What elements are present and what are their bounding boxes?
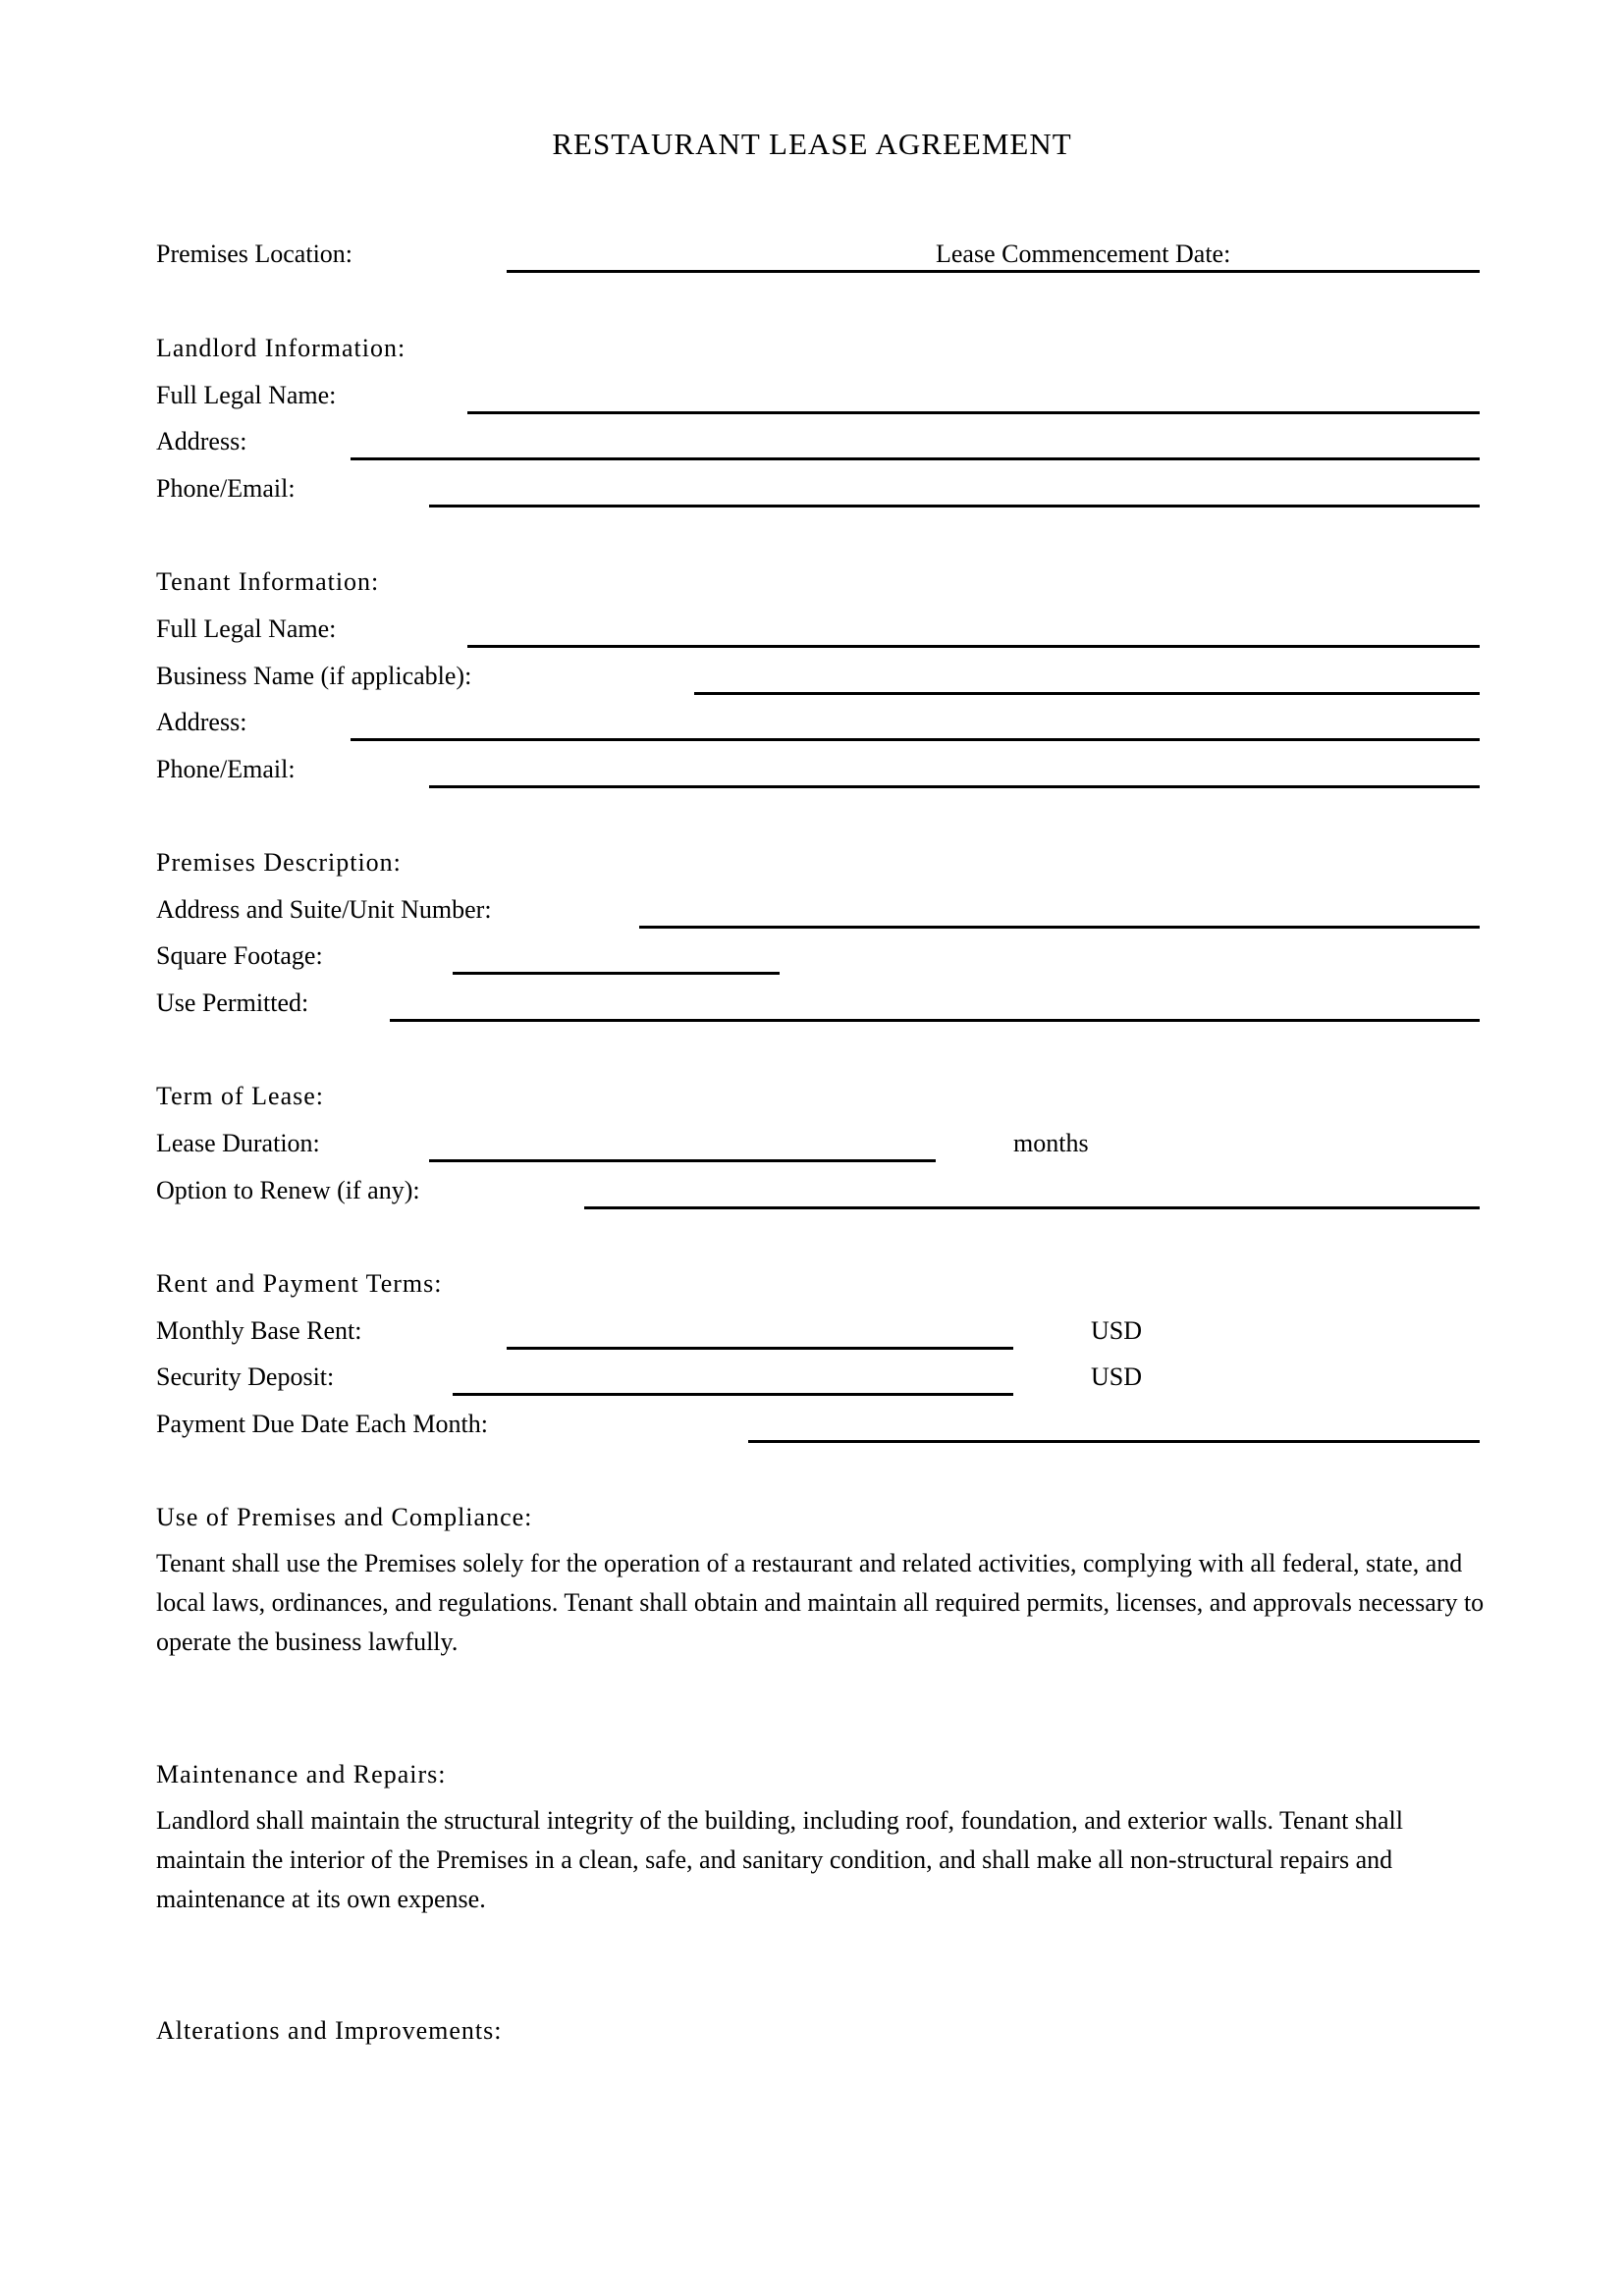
use-permitted-field[interactable]: [390, 1019, 1480, 1022]
tenant-business-name-label: Business Name (if applicable):: [156, 662, 472, 690]
premises-suite-field[interactable]: [639, 926, 1480, 929]
premises-location-label: Premises Location:: [156, 240, 353, 268]
payment-due-date-label: Payment Due Date Each Month:: [156, 1410, 488, 1438]
landlord-phone-email-field[interactable]: [429, 505, 1480, 507]
monthly-base-rent-unit: USD: [1091, 1316, 1143, 1345]
square-footage-label: Square Footage:: [156, 941, 323, 970]
commencement-date-field[interactable]: [936, 270, 1480, 273]
rent-heading: Rent and Payment Terms:: [156, 1269, 443, 1298]
commencement-date-label: Lease Commencement Date:: [936, 240, 1231, 268]
landlord-phone-email-label: Phone/Email:: [156, 474, 296, 503]
landlord-heading: Landlord Information:: [156, 334, 406, 362]
landlord-full-name-field[interactable]: [467, 411, 1480, 414]
security-deposit-field[interactable]: [453, 1393, 1013, 1396]
payment-due-date-field[interactable]: [748, 1440, 1480, 1443]
maintenance-paragraph: Landlord shall maintain the structural integrity of the building, including roof, foundation, and exterior walls. Tenant shall maintain the interior of the Premises in a clean, safe, and sanitary condition, and shall make all non-structural repairs and maintenance at its own expense.: [156, 1806, 1403, 1913]
premises-heading: Premises Description:: [156, 848, 402, 877]
tenant-heading: Tenant Information:: [156, 567, 380, 596]
premises-location-field[interactable]: [507, 270, 936, 273]
use-permitted-label: Use Permitted:: [156, 988, 309, 1017]
tenant-address-field[interactable]: [351, 738, 1480, 741]
security-deposit-unit: USD: [1091, 1362, 1143, 1391]
tenant-full-name-label: Full Legal Name:: [156, 614, 337, 643]
monthly-base-rent-label: Monthly Base Rent:: [156, 1316, 362, 1345]
square-footage-field[interactable]: [453, 972, 780, 975]
term-heading: Term of Lease:: [156, 1082, 324, 1110]
lease-duration-unit: months: [1013, 1129, 1089, 1157]
premises-suite-label: Address and Suite/Unit Number:: [156, 895, 492, 924]
maintenance-heading: Maintenance and Repairs:: [156, 1760, 447, 1789]
tenant-address-label: Address:: [156, 708, 247, 736]
security-deposit-label: Security Deposit:: [156, 1362, 335, 1391]
tenant-full-name-field[interactable]: [467, 645, 1480, 648]
lease-duration-field[interactable]: [429, 1159, 936, 1162]
alterations-heading: Alterations and Improvements:: [156, 2016, 503, 2045]
landlord-full-name-label: Full Legal Name:: [156, 381, 337, 409]
tenant-business-name-field[interactable]: [694, 692, 1480, 695]
use-compliance-paragraph: Tenant shall use the Premises solely for the operation of a restaurant and related activities, complying with all federal, state, and local laws, ordinances, and regulations. Tenant shall obtain and maintain all required permits, licenses, and approvals necessary to operate the business lawfully.: [156, 1549, 1485, 1656]
tenant-phone-email-field[interactable]: [429, 785, 1480, 788]
document-title: RESTAURANT LEASE AGREEMENT: [552, 127, 1072, 161]
landlord-address-label: Address:: [156, 427, 247, 455]
option-to-renew-label: Option to Renew (if any):: [156, 1176, 420, 1204]
use-compliance-heading: Use of Premises and Compliance:: [156, 1503, 533, 1531]
option-to-renew-field[interactable]: [584, 1206, 1480, 1209]
tenant-phone-email-label: Phone/Email:: [156, 755, 296, 783]
landlord-address-field[interactable]: [351, 457, 1480, 460]
monthly-base-rent-field[interactable]: [507, 1347, 1013, 1350]
lease-duration-label: Lease Duration:: [156, 1129, 320, 1157]
